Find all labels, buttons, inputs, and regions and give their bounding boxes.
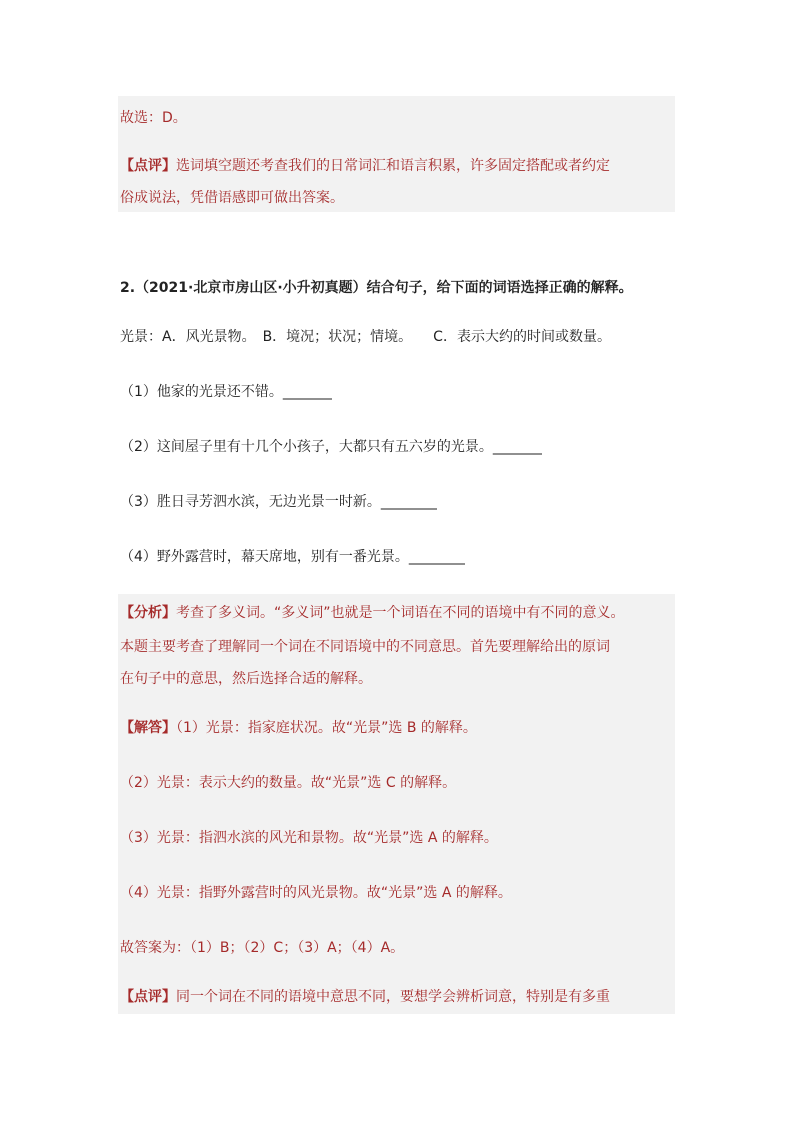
conclusion-text: 故选：D。: [120, 110, 187, 126]
question-item-2: （2）这间屋子里有十几个小孩子，大都只有五六岁的光景。_______: [120, 439, 542, 455]
analysis-text-1: 考查了多义词。“多义词”也就是一个词语在不同的语境中有不同的意义。: [176, 605, 625, 621]
answer-line-4: （4）光景：指野外露营时的风光景物。故“光景”选 A 的解释。: [120, 885, 512, 901]
comment-line-1: [120, 156, 676, 176]
question-options: 光景：A．风光景物。 B．境况；状况；情境。 C．表示大约的时间或数量。: [120, 329, 611, 345]
answer-final: 故答案为：（1）B；（2）C；（3）A；（4）A。: [120, 940, 405, 956]
comment-text-1: 选词填空题还考查我们的日常词汇和语言积累，许多固定搭配或者约定: [176, 158, 610, 174]
question-item-3: （3）胜日寻芳泗水滨，无边光景一时新。________: [120, 494, 437, 510]
answer-tag: 【解答】: [120, 720, 176, 736]
question-item-1: （1）他家的光景还不错。_______: [120, 384, 332, 400]
answer-line-2: （2）光景：表示大约的数量。故“光景”选 C 的解释。: [120, 775, 457, 791]
comment-line-2: 俗成说法，凭借语感即可做出答案。: [120, 190, 344, 206]
question-item-4: （4）野外露营时，幕天席地，别有一番光景。________: [120, 549, 465, 565]
analysis-tag: 【分析】: [120, 605, 176, 621]
comment-tag: 【点评】: [120, 158, 176, 174]
answer-text-1: （1）光景：指家庭状况。故“光景”选 B 的解释。: [176, 720, 477, 736]
comment2-tag: 【点评】: [120, 989, 176, 1005]
comment2-line-1: [120, 987, 676, 1007]
question-title: 2.（2021·北京市房山区·小升初真题）结合句子，给下面的词语选择正确的解释。: [120, 280, 633, 296]
answer-line-3: （3）光景：指泗水滨的风光和景物。故“光景”选 A 的解释。: [120, 830, 498, 846]
answer-line-1: [120, 718, 676, 738]
analysis-line-3: 在句子中的意思，然后选择合适的解释。: [120, 671, 372, 687]
analysis-line-2: 本题主要考查了理解同一个词在不同语境中的不同意思。首先要理解给出的原词: [120, 639, 610, 655]
comment2-text-1: 同一个词在不同的语境中意思不同，要想学会辨析词意，特别是有多重: [176, 989, 610, 1005]
analysis-line-1: [120, 603, 676, 623]
